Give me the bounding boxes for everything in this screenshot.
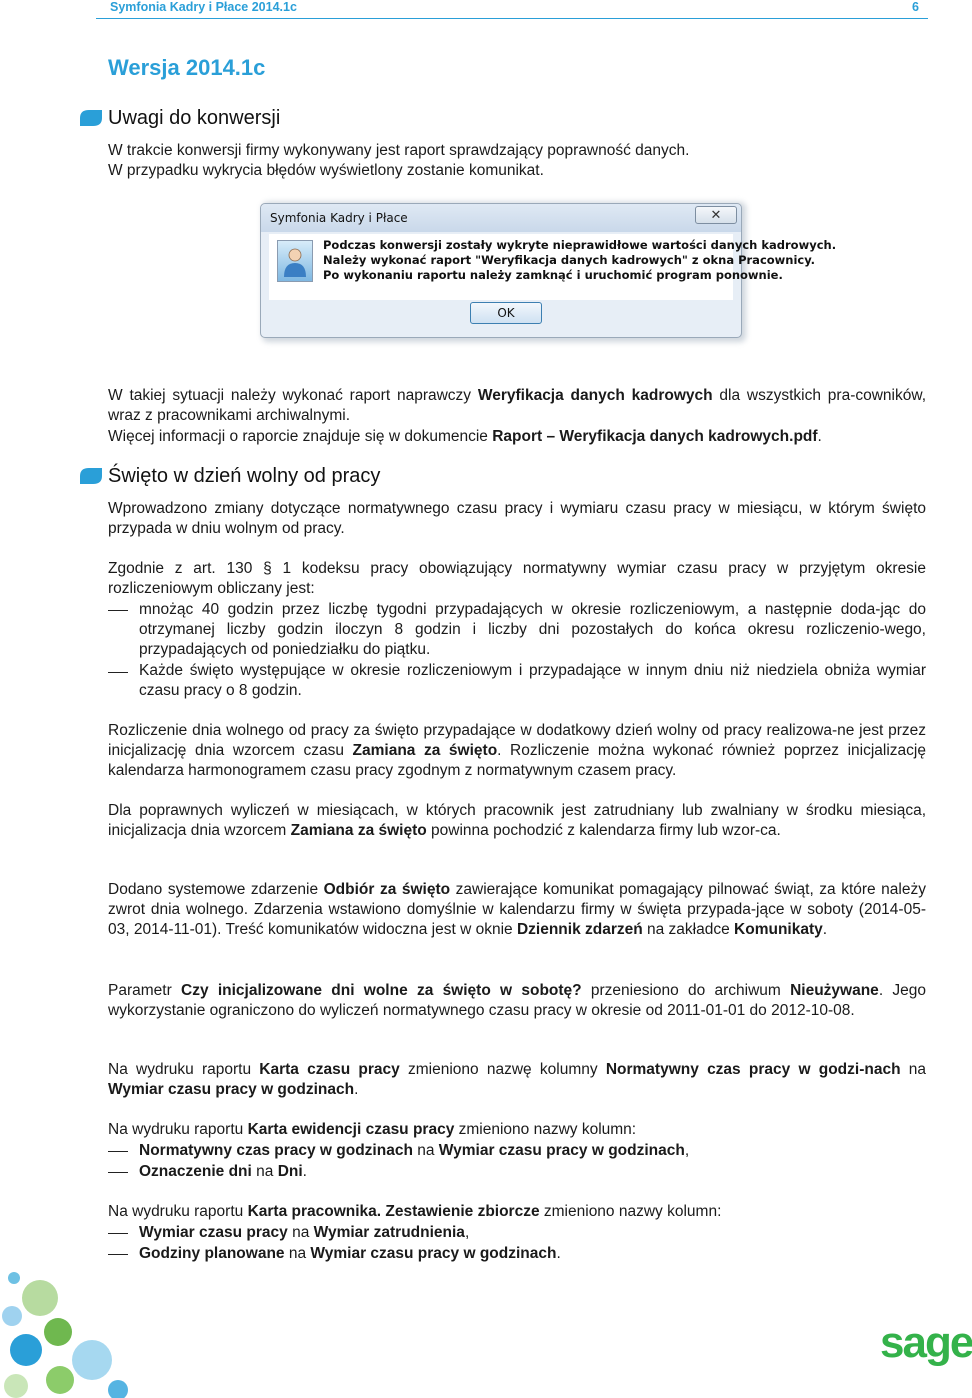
paragraph [108,1202,926,1222]
list-dash [108,672,128,673]
text: . [556,1245,561,1262]
paragraph [108,721,926,782]
period: . [817,428,822,445]
text: , [464,1224,470,1241]
bold-text: Nieużywane [790,982,879,999]
text: na [287,1224,314,1241]
text: na [284,1245,311,1262]
list-item [139,1162,926,1182]
section-title: Uwagi do konwersji [108,107,281,129]
text: Parametr [108,982,181,999]
list-dash [108,1254,128,1255]
bold-text: Dni [277,1163,303,1180]
dialog-message-line: Podczas konwersji zostały wykryte nieprawidłowe wartości danych kadrowych. [323,238,837,252]
text: Rozliczenie dnia wolnego od pracy za święto przypadające w dodatkowy dzień wolny od pracy realizowa-ne jest przez inicjalizację dnia wzorcem czasu [108,722,926,760]
paragraph [108,1060,926,1100]
bold-text: Odbiór za święto [323,881,451,898]
section-bullet-icon [80,468,102,484]
dialog-body [269,234,837,300]
text: . [354,1081,359,1099]
bold-text: Wymiar czasu pracy w godzinach [108,1081,355,1099]
user-info-icon [277,240,313,282]
bold-text: Normatywny czas pracy w godzi-nach [605,1061,901,1078]
list-item: mnożąc 40 godzin przez liczbę tygodni przypadających w okresie rozliczeniowym, a następnie doda-jąc do otrzymanej liczby godzin iloczyn 8 godzin i liczby dni pozostałych do końca okresu rozliczenio-wego, przypadających od poniedziałku do piątku. [139,601,926,659]
bold-text: Zamiana za święto [352,742,498,760]
page-number: 6 [912,0,919,14]
paragraph [108,427,926,447]
bold-text: Komunikaty [734,921,823,939]
text: zmieniono nazwę kolumny [399,1061,606,1078]
list-dash [108,1151,128,1152]
text: , [684,1142,690,1159]
text: zawierające komunikat pomagający pilnować świąt, za które należy zwrot dnia wolnego. Zdarzenia wstawiono domyślnie w kalendarzu firmy w święta przypada-jące w soboty (2014-05-03, 2014-11-01). Treść komunikatów widoczna jest w oknie [108,881,926,939]
bold-text: Dziennik zdarzeń [516,921,643,939]
list-item: Każde święto występujące w okresie rozliczeniowym i przypadające w innym dniu niż niedziela obniża wymiar czasu pracy o 8 godzin. [139,662,926,700]
list-item [139,1141,926,1161]
text: powinna pochodzić z kalendarza firmy lub wzor-ca. [426,822,781,840]
text: Na wydruku raportu [108,1061,260,1078]
text: . [822,921,828,939]
text-line: W przypadku wykrycia błędów wyświetlony zostanie komunikat. [108,162,544,179]
paragraph [108,880,926,941]
list-dash [108,610,128,611]
bold-text: Karta ewidencji czasu pracy [247,1121,455,1138]
bold-text: Wymiar czasu pracy w godzinach [438,1142,685,1159]
text: Więcej informacji o raporcie znajduje się w dokumencie [108,428,493,445]
text: na [900,1061,927,1078]
decorative-bubbles [0,1268,140,1398]
list-item [139,1244,926,1264]
dialog-message [323,238,836,283]
paragraph [108,981,926,1021]
paragraph: Wprowadzono zmiany dotyczące normatywnego czasu pracy i wymiaru czasu pracy w miesiącu, w którym święto przypada w dniu wolnym od pracy. [108,500,926,538]
dialog-message-line: Po wykonaniu raportu należy zamknąć i uruchomić program ponownie. [323,268,783,282]
list-item [139,1223,926,1243]
text: przeniesiono do archiwum [581,982,791,999]
paragraph: Zgodnie z art. 130 § 1 kodeksu pracy obowiązujący normatywny wymiar czasu pracy w przyjętym okresie rozliczeniowym obliczany jest: [108,560,926,598]
dialog-message-line: Należy wykonać raport "Weryfikacja danych kadrowych" z okna Pracownicy. [323,253,816,267]
text: dla wszystkich pra-cowników, wraz z pracownikami archiwalnymi. [108,387,926,425]
text: zmieniono nazwy kolumn: [454,1121,637,1138]
text: Dodano systemowe zdarzenie [108,881,324,898]
text: . Rozliczenie można wykonać również poprzez inicjalizację kalendarza harmonogramem czasu pracy zgodnym z normatywnym czasem pracy. [108,742,926,780]
bold-text: Czy inicjalizowane dni wolne za święto w sobotę? [181,982,582,999]
text: na [412,1142,439,1159]
text: . [302,1163,307,1180]
bold-text: Godziny planowane [139,1245,285,1262]
dialog-title: Symfonia Kadry i Płace [270,211,408,225]
text-line: W trakcie konwersji firmy wykonywany jest raport sprawdzający poprawność danych. [108,142,690,159]
section-bullet-icon [80,110,102,126]
text: Na wydruku raportu [108,1121,248,1138]
bold-text: Wymiar zatrudnienia [313,1224,465,1241]
bold-text: Wymiar czasu pracy w godzinach [310,1245,557,1262]
document-link: Raport – Weryfikacja danych kadrowych.pdf [492,428,818,445]
text: zmieniono nazwy kolumn: [539,1203,722,1220]
bold-text: Karta pracownika. Zestawienie zbiorcze [247,1203,540,1220]
sage-logo: sage [880,1318,972,1367]
close-button[interactable]: ✕ [695,206,737,224]
bold-text: Zamiana za święto [290,822,427,840]
text: na zakładce [642,921,735,939]
text: W takiej sytuacji należy wykonać raport naprawczy [108,387,478,404]
paragraph [108,386,926,426]
bold-text: Karta czasu pracy [259,1061,400,1078]
section-title: Święto w dzień wolny od pracy [108,465,381,487]
header-product: Symfonia Kadry i Płace 2014.1c [110,0,297,14]
message-dialog [260,203,837,338]
text: na [251,1163,278,1180]
text: Dla poprawnych wyliczeń w miesiącach, w których pracownik jest zatrudniany lub zwalniany w środku miesiąca, inicjalizacja dnia wzorcem [108,802,926,840]
paragraph [108,1120,926,1140]
list-dash [108,1233,128,1234]
version-title: Wersja 2014.1c [108,55,266,80]
bold-text: Oznaczenie dni [139,1163,252,1180]
list-dash [108,1172,128,1173]
bold-text: Wymiar czasu pracy [139,1224,288,1241]
text: Na wydruku raportu [108,1203,248,1220]
bold-text: Weryfikacja danych kadrowych [477,387,713,404]
ok-button[interactable]: OK [470,302,542,324]
text: . Jego wykorzystanie ograniczono do wyliczeń normatywnego czasu pracy w okresie od 2011-01-01 do 2012-10-08. [108,982,926,1020]
paragraph [108,801,926,841]
bold-text: Normatywny czas pracy w godzinach [139,1142,413,1159]
